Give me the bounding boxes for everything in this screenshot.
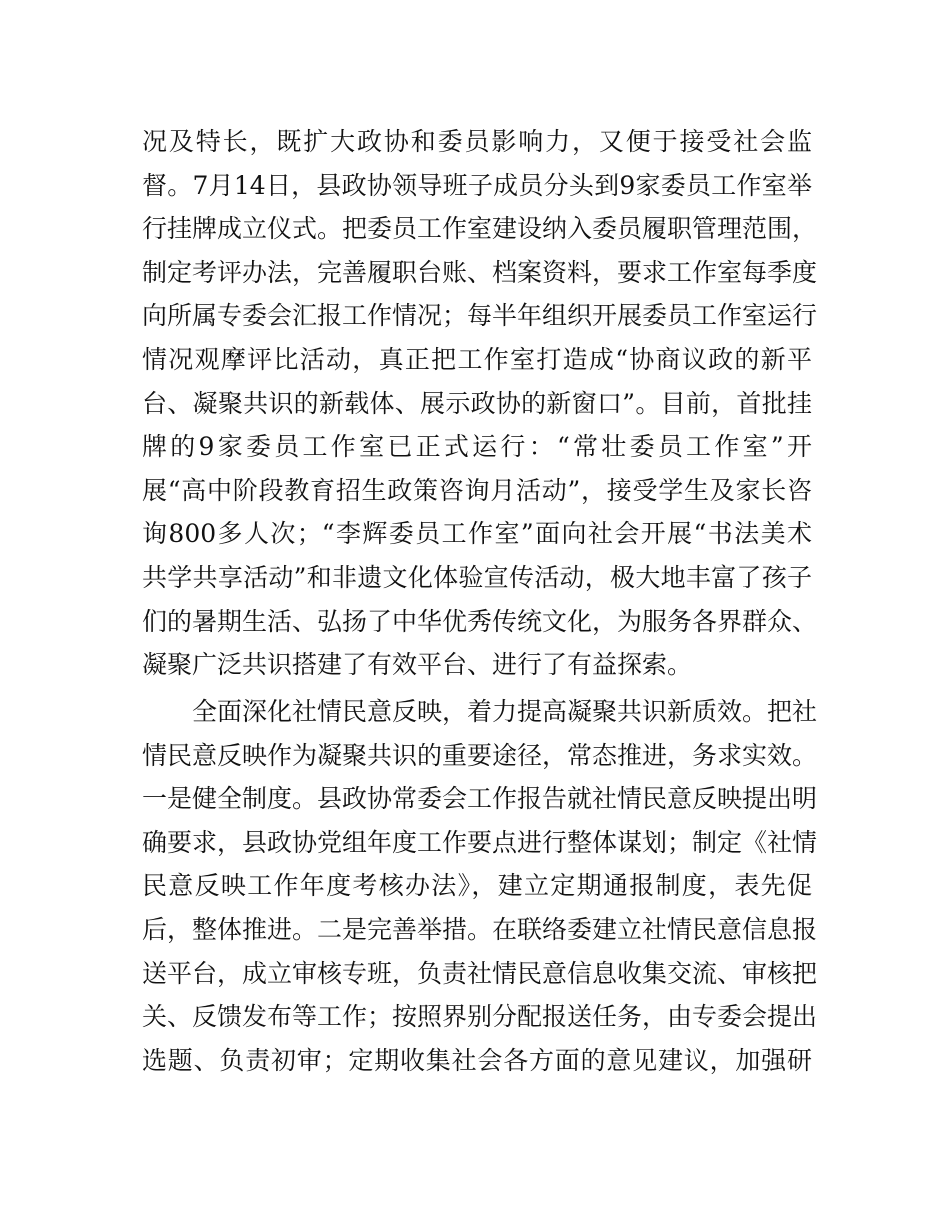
paragraph-line: 督。7月14日，县政协领导班子成员分头到9家委员工作室举 (142, 170, 812, 200)
paragraph-line: 展“高中阶段教育招生政策咨询月活动”，接受学生及家长咨 (142, 475, 812, 505)
paragraph-line: 们的暑期生活、弘扬了中华优秀传统文化，为服务各界群众、 (142, 606, 818, 636)
paragraph-line: 询800多人次；“李辉委员工作室”面向社会开展“书法美术 (142, 519, 812, 549)
paragraph-line: 制定考评办法，完善履职台账、档案资料，要求工作室每季度 (142, 257, 818, 287)
paragraph-2 (142, 690, 818, 1082)
paragraph-line: 确要求，县政协党组年度工作要点进行整体谋划；制定《社情 (142, 827, 818, 857)
paragraph-line: 后，整体推进。二是完善举措。在联络委建立社情民意信息报 (142, 914, 818, 944)
paragraph-line: 关、反馈发布等工作；按照界别分配报送任务，由专委会提出 (142, 1002, 818, 1032)
paragraph-line: 台、凝聚共识的新载体、展示政协的新窗口”。目前，首批挂 (142, 388, 812, 418)
paragraph-line: 向所属专委会汇报工作情况；每半年组织开展委员工作室运行 (142, 301, 818, 331)
paragraph-line: 民意反映工作年度考核办法》，建立定期通报制度，表先促 (142, 871, 812, 901)
paragraph-line: 送平台，成立审核专班，负责社情民意信息收集交流、审核把 (142, 958, 818, 988)
paragraph-line: 一是健全制度。县政协常委会工作报告就社情民意反映提出明 (142, 784, 818, 814)
paragraph-1 (142, 120, 818, 687)
paragraph-line: 全面深化社情民意反映，着力提高凝聚共识新质效。把社 (192, 697, 818, 726)
paragraph-line: 凝聚广泛共识搭建了有效平台、进行了有益探索。 (142, 650, 693, 680)
paragraph-line: 行挂牌成立仪式。把委员工作室建设纳入委员履职管理范围， (142, 214, 818, 244)
paragraph-line: 情民意反映作为凝聚共识的重要途径，常态推进，务求实效。 (142, 740, 818, 770)
paragraph-line: 情况观摩评比活动，真正把工作室打造成“协商议政的新平 (142, 344, 812, 374)
paragraph-line: 况及特长，既扩大政协和委员影响力，又便于接受社会监 (142, 127, 812, 156)
paragraph-line: 共学共享活动”和非遗文化体验宣传活动，极大地丰富了孩子 (142, 562, 812, 592)
paragraph-line: 选题、负责初审；定期收集社会各方面的意见建议，加强研 (142, 1045, 812, 1075)
paragraph-line: 牌的9家委员工作室已正式运行：“常壮委员工作室”开 (142, 432, 812, 462)
